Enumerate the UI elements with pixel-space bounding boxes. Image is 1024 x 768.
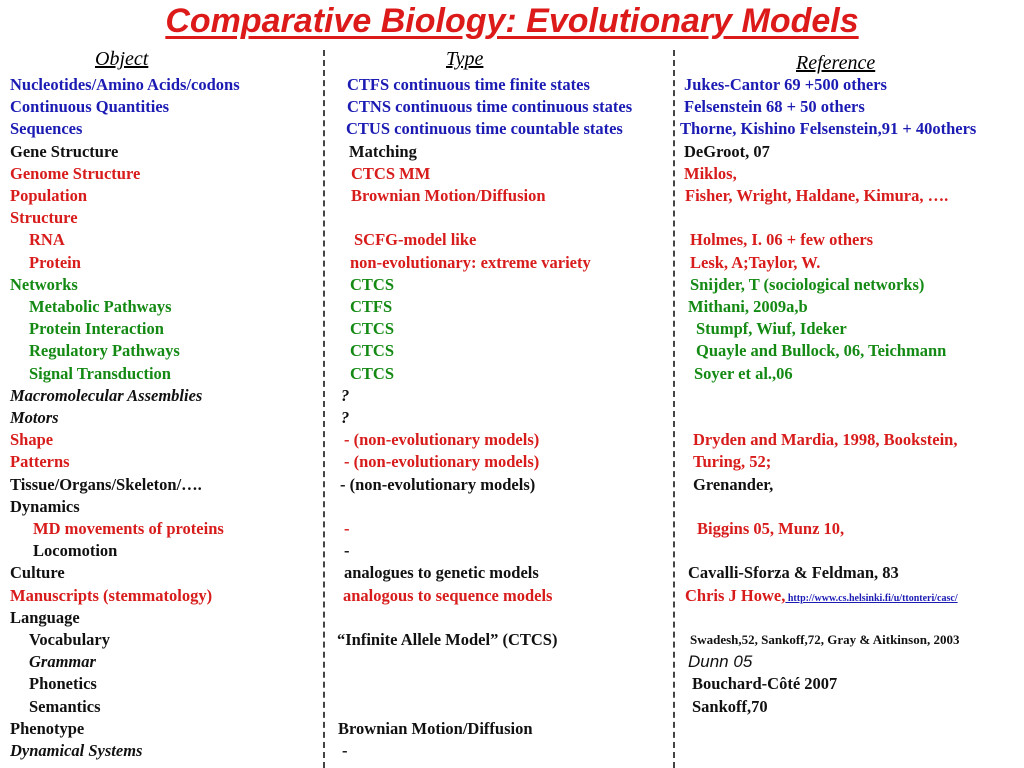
type-cell: Brownian Motion/Diffusion	[338, 718, 533, 738]
type-cell: CTCS	[350, 274, 395, 294]
reference-cell: Biggins 05, Munz 10,	[697, 519, 845, 538]
type-cell: non-evolutionary: extreme variety	[350, 252, 591, 272]
object-cell: Structure	[10, 208, 78, 228]
type-cell: SCFG-model like	[354, 230, 477, 250]
reference-cell: Cavalli-Sforza & Feldman, 83	[688, 563, 899, 583]
reference-cell: Soyer et al.,06	[694, 363, 793, 383]
object-cell: Vocabulary	[29, 630, 110, 649]
slide-title: Comparative Biology: Evolutionary Models	[165, 2, 859, 40]
object-cell: Patterns	[10, 452, 70, 472]
object-cell: Protein	[29, 252, 81, 272]
reference-cell: Turing, 52;	[693, 452, 772, 472]
type-cell: - (non-evolutionary models)	[340, 474, 536, 494]
type-cell: CTCS	[350, 363, 395, 383]
reference-cell: Felsenstein 68 + 50 others	[684, 97, 865, 117]
reference-column-header: Reference	[796, 52, 876, 74]
type-cell: CTUS continuous time countable states	[346, 119, 623, 139]
object-cell: Language	[10, 607, 80, 627]
type-cell: Matching	[349, 141, 417, 161]
object-cell: Population	[10, 186, 88, 205]
type-cell: - (non-evolutionary models)	[344, 430, 540, 450]
type-cell: CTNS continuous time continuous states	[347, 97, 633, 117]
reference-cell: Snijder, T (sociological networks)	[690, 274, 925, 294]
column-divider-right	[673, 50, 675, 768]
object-cell: MD movements of proteins	[33, 519, 224, 538]
reference-cell: Fisher, Wright, Haldane, Kimura, ….	[685, 186, 949, 205]
reference-cell: Sankoff,70	[692, 696, 768, 716]
type-cell: -	[342, 741, 348, 760]
reference-cell: Quayle and Bullock, 06, Teichmann	[696, 341, 947, 361]
reference-cell: Thorne, Kishino Felsenstein,91 + 40others	[680, 119, 977, 139]
object-cell: Semantics	[29, 696, 101, 716]
type-cell: ?	[341, 385, 350, 405]
object-cell: Phonetics	[29, 674, 97, 694]
object-cell: Grammar	[29, 652, 96, 672]
object-cell: Locomotion	[33, 541, 118, 561]
type-column-header: Type	[446, 48, 484, 70]
object-cell: Networks	[10, 274, 78, 294]
reference-cell: Dunn 05	[688, 652, 753, 672]
type-cell: “Infinite Allele Model” (CTCS)	[337, 630, 558, 649]
type-cell: ?	[341, 408, 350, 427]
type-cell: CTCS	[350, 341, 395, 361]
object-cell: Regulatory Pathways	[29, 341, 180, 361]
object-cell: Shape	[10, 430, 54, 450]
type-cell: CTCS	[350, 319, 395, 339]
object-cell: Macromolecular Assemblies	[10, 385, 203, 405]
object-cell: Signal Transduction	[29, 363, 171, 383]
reference-url-link[interactable]: http://www.cs.helsinki.fi/u/ttonteri/casc/	[785, 592, 958, 604]
object-cell: Nucleotides/Amino Acids/codons	[10, 75, 240, 94]
object-cell: Tissue/Organs/Skeleton/….	[10, 474, 202, 494]
reference-cell: Bouchard-Côté 2007	[692, 674, 838, 694]
object-cell: Metabolic Pathways	[29, 297, 172, 316]
column-divider-left	[323, 50, 325, 768]
object-cell: Continuous Quantities	[10, 97, 170, 117]
type-cell: CTFS continuous time finite states	[347, 75, 590, 94]
type-cell: CTFS	[350, 297, 393, 316]
object-cell: Genome Structure	[10, 163, 141, 183]
object-cell: Protein Interaction	[29, 319, 164, 339]
object-cell: Gene Structure	[10, 141, 119, 161]
object-column-header: Object	[95, 48, 149, 70]
reference-cell: Swadesh,52, Sankoff,72, Gray & Aitkinson, 2003	[690, 632, 960, 647]
reference-cell: Jukes-Cantor 69 +500 others	[684, 75, 887, 94]
type-cell: -	[344, 541, 350, 561]
reference-cell: Dryden and Mardia, 1998, Bookstein,	[693, 430, 958, 450]
type-cell: analogous to sequence models	[343, 585, 553, 605]
reference-cell: Grenander,	[693, 474, 774, 494]
object-cell: Manuscripts (stemmatology)	[10, 585, 213, 605]
type-cell: Brownian Motion/Diffusion	[351, 186, 546, 205]
reference-cell: Holmes, I. 06 + few others	[690, 230, 874, 250]
object-cell: Dynamics	[10, 496, 80, 516]
type-cell: -	[344, 519, 350, 538]
object-cell: Phenotype	[10, 718, 85, 738]
object-cell: RNA	[29, 230, 65, 250]
reference-cell: DeGroot, 07	[684, 141, 770, 161]
reference-cell: Lesk, A;Taylor, W.	[690, 252, 821, 272]
object-cell: Motors	[10, 408, 59, 427]
type-cell: analogues to genetic models	[344, 563, 539, 583]
reference-cell: Stumpf, Wiuf, Ideker	[696, 319, 847, 339]
type-cell: CTCS MM	[351, 163, 431, 183]
reference-cell: Mithani, 2009a,b	[688, 297, 808, 316]
object-cell: Dynamical Systems	[10, 741, 143, 760]
reference-cell: Miklos,	[684, 163, 737, 183]
object-cell: Culture	[10, 563, 65, 583]
reference-cell: Chris J Howe, http://www.cs.helsinki.fi/u/ttonteri/casc/	[685, 585, 958, 605]
type-cell: - (non-evolutionary models)	[344, 452, 540, 472]
object-cell: Sequences	[10, 119, 83, 139]
